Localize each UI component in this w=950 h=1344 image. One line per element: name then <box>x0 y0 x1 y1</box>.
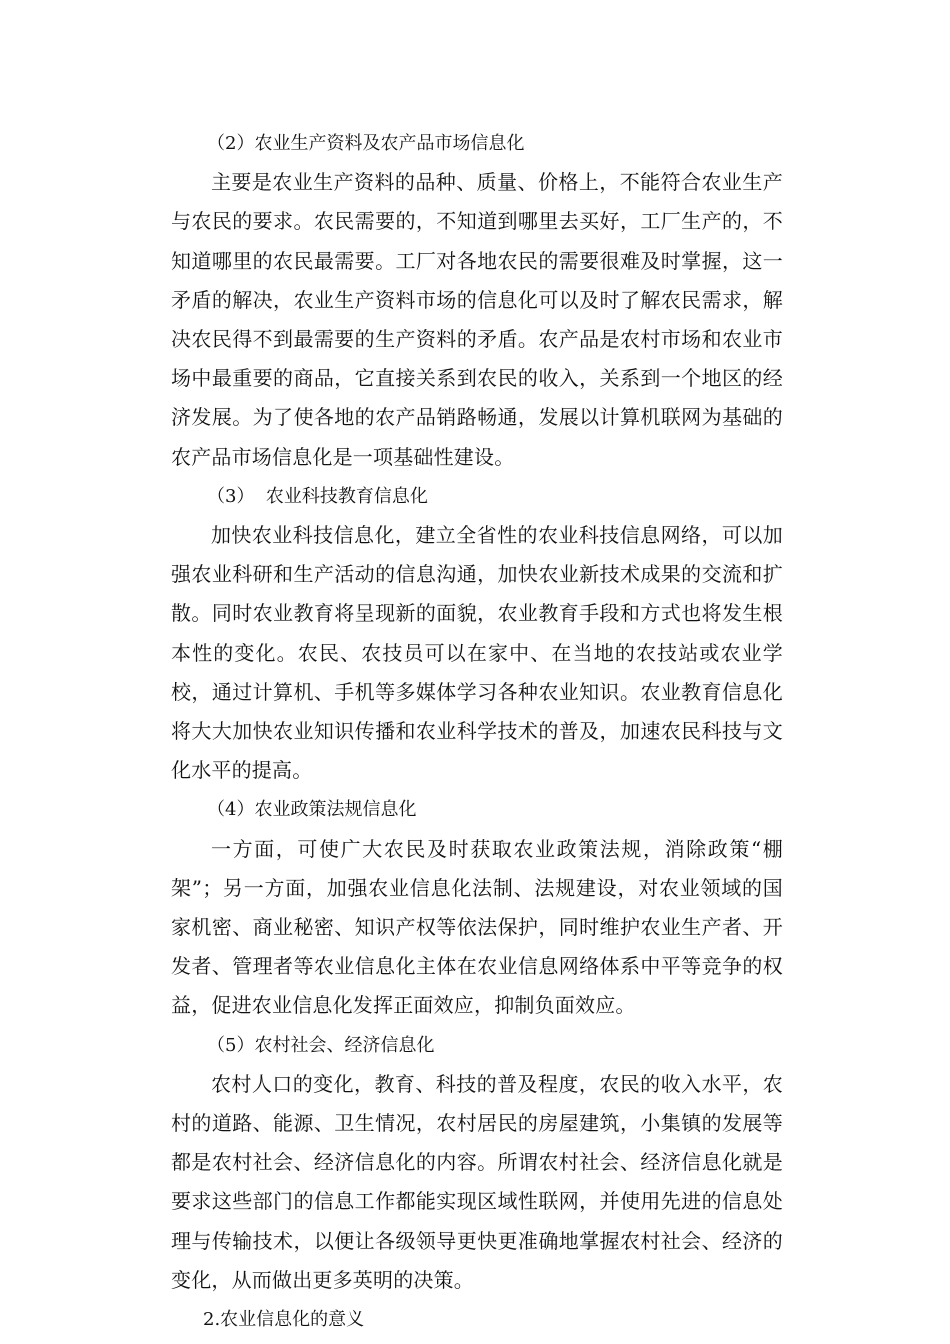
section-heading-2: （2）农业生产资料及农产品市场信息化 <box>207 133 525 154</box>
section-paragraph-4: 一方面，可使广大农民及时获取农业政策法规，消除政策“棚架”；另一方面，加强农业信息化法制、法规建设，对农业领域的国家机密、商业秘密、知识产权等依法保护，同时维护农业生产者、开发者、管理者等农业信息化主体在农业信息网络体系中平等竞争的权益，促进农业信息化发挥正面效应，抑制负面效应。 <box>171 836 783 1018</box>
section-heading-5: （5）农村社会、经济信息化 <box>207 1034 435 1056</box>
section-paragraph-3: 加快农业科技信息化，建立全省性的农业科技信息网络，可以加强农业科研和生产活动的信息沟通，加快农业新技术成果的交流和扩散。同时农业教育将呈现新的面貌，农业教育手段和方式也将发生根本性的变化。农民、农技员可以在家中、在当地的农技站或农业学校，通过计算机、手机等多媒体学习各种农业知识。农业教育信息化将大大加快农业知识传播和农业科学技术的普及，加速农民科技与文化水平的提高。 <box>171 523 783 783</box>
chapter-heading-significance: 2.农业信息化的意义 <box>203 1309 365 1331</box>
section-paragraph-2: 主要是农业生产资料的品种、质量、价格上，不能符合农业生产与农民的要求。农民需要的，不知道到哪里去买好，工厂生产的，不知道哪里的农民最需要。工厂对各地农民的需要很难及时掌握，这一矛盾的解决，农业生产资料市场的信息化可以及时了解农民需求，解决农民得不到最需要的生产资料的矛盾。农产品是农村市场和农业市场中最重要的商品，它直接关系到农民的收入，关系到一个地区的经济发展。为了使各地的农产品销路畅通，发展以计算机联网为基础的农产品市场信息化是一项基础性建设。 <box>171 170 783 469</box>
section-paragraph-5: 农村人口的变化，教育、科技的普及程度，农民的收入水平，农村的道路、能源、卫生情况，农村居民的房屋建筑，小集镇的发展等都是农村社会、经济信息化的内容。所谓农村社会、经济信息化就是要求这些部门的信息工作都能实现区域性联网，并使用先进的信息处理与传输技术，以便让各级领导更快更准确地掌握农村社会、经济的变化，从而做出更多英明的决策。 <box>171 1071 783 1292</box>
section-heading-4: （4）农业政策法规信息化 <box>207 799 417 821</box>
document-body <box>171 124 783 1339</box>
section-heading-3: （3） 农业科技教育信息化 <box>207 485 428 507</box>
